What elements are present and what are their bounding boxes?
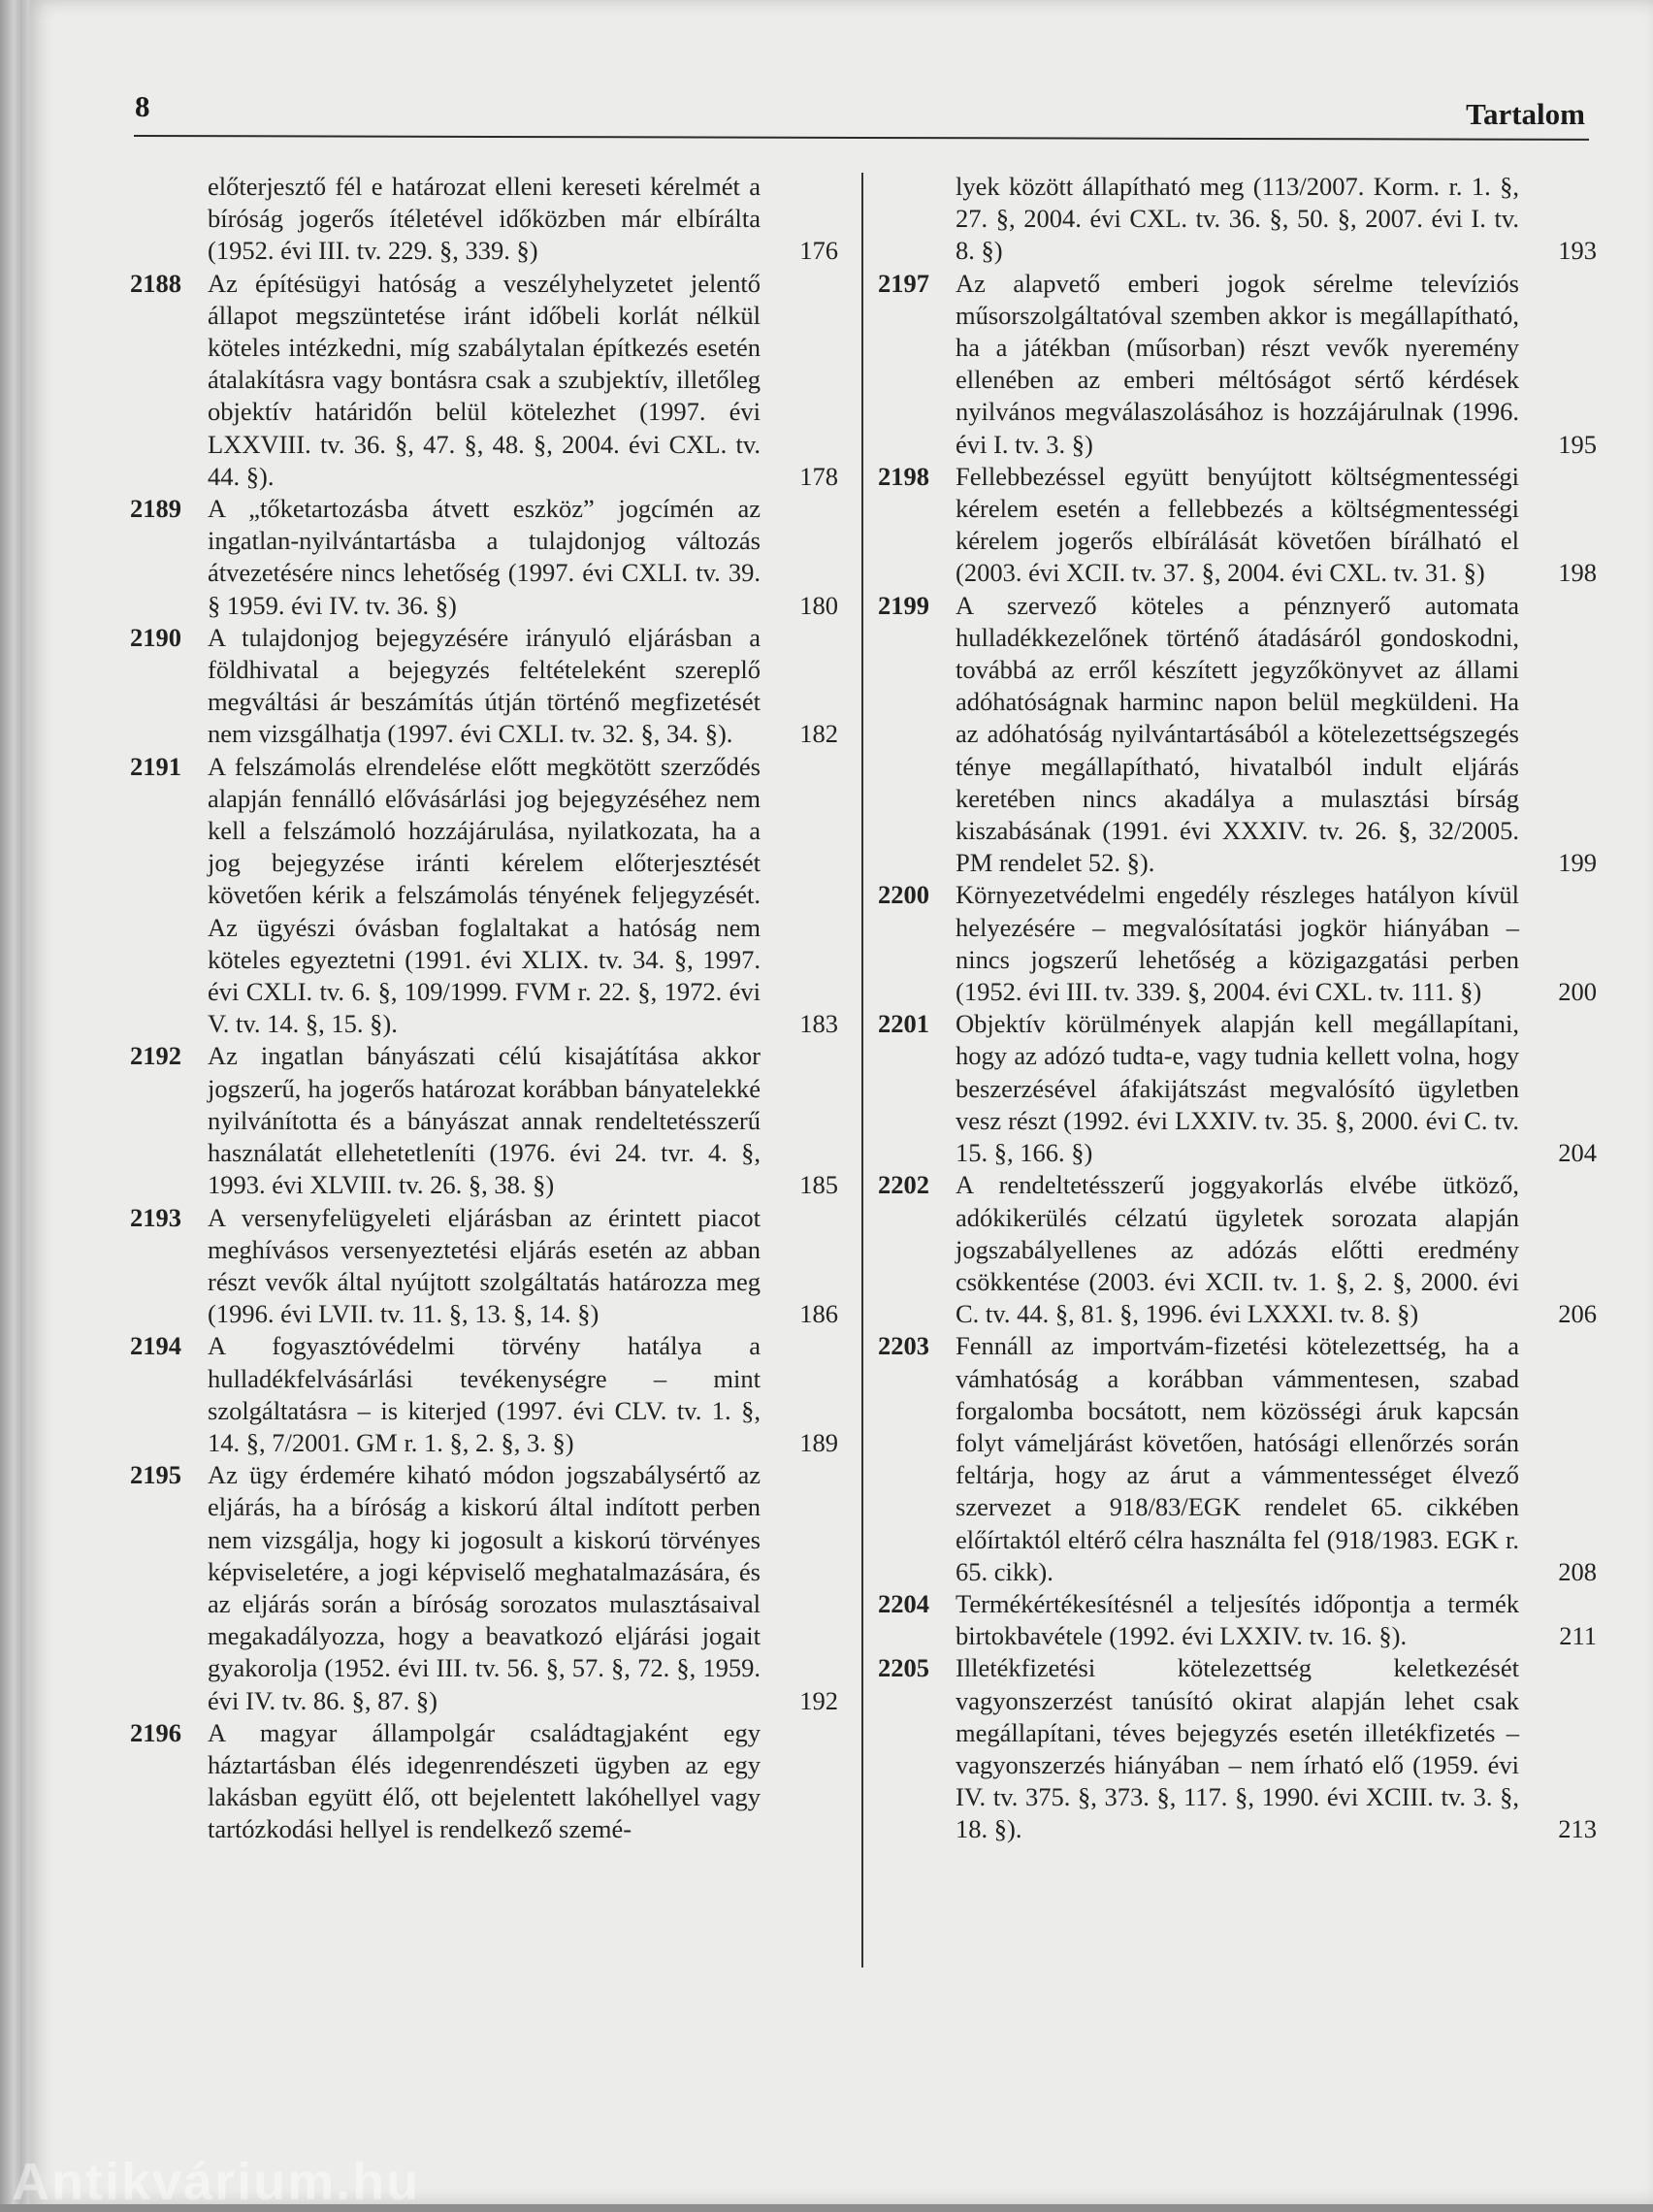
toc-entry bbox=[130, 1330, 838, 1459]
toc-entry bbox=[878, 268, 1597, 461]
entry-number: 2192 bbox=[130, 1041, 181, 1071]
toc-entry bbox=[130, 622, 838, 751]
entry-number: 2194 bbox=[130, 1331, 181, 1361]
entry-page-number: 211 bbox=[1559, 1621, 1597, 1651]
entry-number: 2204 bbox=[878, 1588, 929, 1618]
entry-text: A fogyasztóvédelmi törvény hatálya a hulladékfelvásárlási tevékenységre – mint szolgáltatásra – is kiterjed (1997. évi CLV. tv. 1. §, 14. §, 7/2001. GM r. 1. §, 2. §, 3. §) bbox=[208, 1331, 761, 1457]
toc-entry bbox=[878, 1008, 1597, 1169]
entry-page-number: 193 bbox=[1558, 236, 1597, 266]
entry-text: A „tőketartozásba átvett eszköz” jogcímén az ingatlan-nyilvántartásba a tulajdonjog változás átvezetésére nincs lehetőség (1997. évi CXLI. tv. 39. § 1959. évi IV. tv. 36. §) bbox=[208, 494, 761, 620]
toc-entry bbox=[878, 1169, 1597, 1330]
entry-text: Környezetvédelmi engedély részleges hatályon kívül helyezésére – megvalósítatási jogkör hiányában – nincs jogszerű lehetőség a közigazgatási perben (1952. évi III. tv. 339. §, 2004. évi CXL. tv. 111. §) bbox=[956, 880, 1519, 1007]
entry-text: A versenyfelügyeleti eljárásban az érintett piacot meghívásos versenyeztetési eljárás esetén az abban részt vevők által nyújtott szolgáltatás határozza meg (1996. évi LVII. tv. 11. §, 13. §, 14. §) bbox=[208, 1202, 761, 1329]
entry-text: Objektív körülmények alapján kell megállapítani, hogy az adózó tudta-e, vagy tudnia kellett volna, hogy beszerzésével áfakijátszást megvalósító ügyletben vesz részt (1992. évi LXXIV. tv. 35. §, 2000. évi C. tv. 15. §, 166. §) bbox=[956, 1009, 1519, 1168]
entry-page-number: 199 bbox=[1558, 848, 1597, 878]
toc-entry bbox=[878, 461, 1597, 590]
entry-page-number: 185 bbox=[799, 1170, 838, 1200]
entry-page-number: 182 bbox=[799, 719, 838, 749]
toc-entry bbox=[130, 751, 838, 1041]
entry-number: 2205 bbox=[878, 1653, 929, 1683]
entry-number: 2188 bbox=[130, 268, 181, 298]
entry-number: 2200 bbox=[878, 880, 929, 910]
entry-number: 2201 bbox=[878, 1009, 929, 1039]
page-number: 8 bbox=[135, 89, 150, 123]
left-column bbox=[130, 171, 838, 1846]
toc-entry bbox=[130, 1459, 838, 1717]
entry-text: Fennáll az importvám-fizetési kötelezettség, ha a vámhatóság a korábban vámmentesen, szabad forgalomba bocsátott, nem közösségi áruk kapcsán folyt vámeljárást követően, hatósági ellenőrzés során feltárja, hogy az árut a vámmentességet élvező szervezet a 918/83/EGK rendelet 65. cikkében előírtaktól eltérő célra használta fel (918/1983. EGK r. 65. cikk). bbox=[956, 1331, 1519, 1586]
entry-number: 2198 bbox=[878, 461, 929, 491]
entry-text: Illetékfizetési kötelezettség keletkezését vagyonszerzést tanúsító okirat alapján lehet csak megállapítani, téves bejegyzés esetén illetékfizetés – vagyonszerzés hiányában – nem írható elő (1959. évi IV. tv. 375. §, 373. §, 117. §, 1990. évi XCIII. tv. 3. §, 18. §). bbox=[956, 1653, 1519, 1844]
entry-page-number: 208 bbox=[1558, 1556, 1597, 1586]
toc-entry bbox=[878, 171, 1597, 268]
entry-number: 2203 bbox=[878, 1331, 929, 1361]
toc-entry bbox=[130, 268, 838, 493]
entry-text: A magyar állampolgár családtagjaként egy háztartásban élés idegenrendészeti ügyben az egy lakásban együtt élő, ott bejelentett lakóhellyel vagy tartózkodási hellyel is rendelkező szemé- bbox=[208, 1717, 761, 1844]
header-rule bbox=[134, 135, 1589, 141]
entry-number: 2195 bbox=[130, 1460, 181, 1490]
column-divider bbox=[861, 173, 863, 1968]
toc-entry bbox=[878, 1652, 1597, 1845]
entry-text: lyek között állapítható meg (113/2007. Korm. r. 1. §, 27. §, 2004. évi CXL. tv. 36. §, 50. §, 2007. évi I. tv. 8. §) bbox=[956, 172, 1519, 266]
entry-page-number: 204 bbox=[1558, 1138, 1597, 1168]
entry-text: Az ingatlan bányászati célú kisajátítása akkor jogszerű, ha jogerős határozat korábban bányatelekké nyilvánította és a bányászat annak rendeltetésszerű használatát ellehetetleníti (1976. évi 24. tvr. 4. §, 1993. évi XLVIII. tv. 26. §, 38. §) bbox=[208, 1041, 761, 1200]
entry-number: 2193 bbox=[130, 1202, 181, 1232]
entry-page-number: 206 bbox=[1558, 1299, 1597, 1329]
entry-text: Termékértékesítésnél a teljesítés időpontja a termék birtokbavétele (1992. évi LXXIV. tv. 16. §). bbox=[956, 1588, 1519, 1651]
toc-entry bbox=[878, 1588, 1597, 1652]
entry-number: 2202 bbox=[878, 1170, 929, 1200]
entry-page-number: 186 bbox=[799, 1299, 838, 1329]
toc-entry bbox=[878, 1330, 1597, 1588]
toc-entry bbox=[130, 493, 838, 622]
entry-text: Az építésügyi hatóság a veszélyhelyzetet jelentő állapot megszüntetése iránt időbeli korlát nélkül köteles intézkedni, míg szabálytalan építkezés esetén átalakításra vagy bontásra csak a szubjektív, illetőleg objektív határidőn belül kötelezhet (1997. évi LXXVIII. tv. 36. §, 47. §, 48. §, 2004. évi CXL. tv. 44. §). bbox=[208, 268, 761, 491]
running-title: Tartalom bbox=[1466, 97, 1585, 131]
entry-text: A szervező köteles a pénznyerő automata hulladékkezelőnek történő átadásáról gondoskodni, továbbá az erről készített jegyzőkönyvet az állami adóhatóságnak harminc napon belül megküldeni. Ha az adóhatóság nyilvántartásából a kötelezettségszegés ténye megállapítható, hivatalból indult eljárás keretében nincs akadálya a mulasztási bírság kiszabásának (1991. évi XXXIV. tv. 26. §, 32/2005. PM rendelet 52. §). bbox=[956, 590, 1519, 878]
entry-text: előterjesztő fél e határozat elleni kereseti kérelmét a bíróság jogerős ítéletével időközben már elbírálta (1952. évi III. tv. 229. §, 339. §) bbox=[208, 172, 761, 266]
toc-entry bbox=[130, 1202, 838, 1331]
toc-entry bbox=[130, 1717, 838, 1846]
entry-text: A tulajdonjog bejegyzésére irányuló eljárásban a földhivatal a bejegyzés feltételeként szereplő megváltási ár beszámítás útján történő megfizetését nem vizsgálhatja (1997. évi CXLI. tv. 32. §, 34. §). bbox=[208, 622, 761, 749]
entry-page-number: 189 bbox=[799, 1427, 838, 1457]
toc-entry bbox=[878, 879, 1597, 1008]
entry-page-number: 183 bbox=[799, 1009, 838, 1039]
toc-entry bbox=[130, 171, 838, 268]
entry-page-number: 213 bbox=[1558, 1814, 1597, 1844]
toc-entry bbox=[878, 590, 1597, 880]
entry-number: 2197 bbox=[878, 268, 929, 298]
entry-text: Az alapvető emberi jogok sérelme televíziós műsorszolgáltatóval szemben akkor is megállapítható, ha a játékban (műsorban) részt vevők nyeremény ellenében az emberi méltóságot sértő kérdések nyilvános megválaszolásához is hozzájárulnak (1996. évi I. tv. 3. §) bbox=[956, 268, 1519, 459]
entry-text: Fellebbezéssel együtt benyújtott költségmentességi kérelem esetén a fellebbezés a költségmentességi kérelem jogerős elbírálását követően bírálható el (2003. évi XCII. tv. 37. §, 2004. évi CXL. tv. 31. §) bbox=[956, 461, 1519, 588]
entry-text: A felszámolás elrendelése előtt megkötött szerződés alapján fennálló elővásárlási jog bejegyzéséhez nem kell a felszámoló hozzájárulása, nyilatkozata, ha a jog bejegyzése iránti kérelem előterjesztését követően kérik a felszámolás tényének feljegyzését. Az ügyészi óvásban foglaltakat a hatóság nem köteles egyeztetni (1991. évi XLIX. tv. 34. §, 1997. évi CXLI. tv. 6. §, 109/1999. FVM r. 22. §, 1972. évi V. tv. 14. §, 15. §). bbox=[208, 751, 761, 1039]
toc-entry bbox=[130, 1040, 838, 1201]
entry-page-number: 200 bbox=[1558, 977, 1597, 1007]
entry-page-number: 195 bbox=[1558, 429, 1597, 459]
entry-page-number: 192 bbox=[799, 1685, 838, 1715]
watermark: Antikvárium.hu bbox=[12, 2153, 421, 2211]
entry-page-number: 198 bbox=[1558, 558, 1597, 588]
right-column bbox=[878, 171, 1597, 1846]
entry-number: 2199 bbox=[878, 590, 929, 620]
entry-text: A rendeltetésszerű joggyakorlás elvébe ütköző, adókikerülés célzatú ügyletek sorozata alapján jogszabályellenes az adózás előtti eredmény csökkentése (2003. évi XCII. tv. 1. §, 2. §, 2000. évi C. tv. 44. §, 81. §, 1996. évi LXXXI. tv. 8. §) bbox=[956, 1170, 1519, 1329]
entry-number: 2191 bbox=[130, 751, 181, 781]
entry-number: 2196 bbox=[130, 1717, 181, 1747]
book-page bbox=[29, 0, 1653, 2204]
entry-text: Az ügy érdemére kiható módon jogszabálysértő az eljárás, ha a bíróság a kiskorú által indított perben nem vizsgálja, hogy ki jogosult a kiskorú törvényes képviseletére, a jogi képviselő meghatalmazására, és az eljárás során a bíróság sorozatos mulasztásaival megakadályozza, hogy a beavatkozó eljárási jogait gyakorolja (1952. évi III. tv. 56. §, 57. §, 72. §, 1959. évi IV. tv. 86. §, 87. §) bbox=[208, 1460, 761, 1715]
entry-page-number: 178 bbox=[799, 461, 838, 491]
entry-number: 2189 bbox=[130, 494, 181, 524]
entry-number: 2190 bbox=[130, 622, 181, 652]
entry-page-number: 176 bbox=[799, 236, 838, 266]
entry-page-number: 180 bbox=[799, 590, 838, 620]
